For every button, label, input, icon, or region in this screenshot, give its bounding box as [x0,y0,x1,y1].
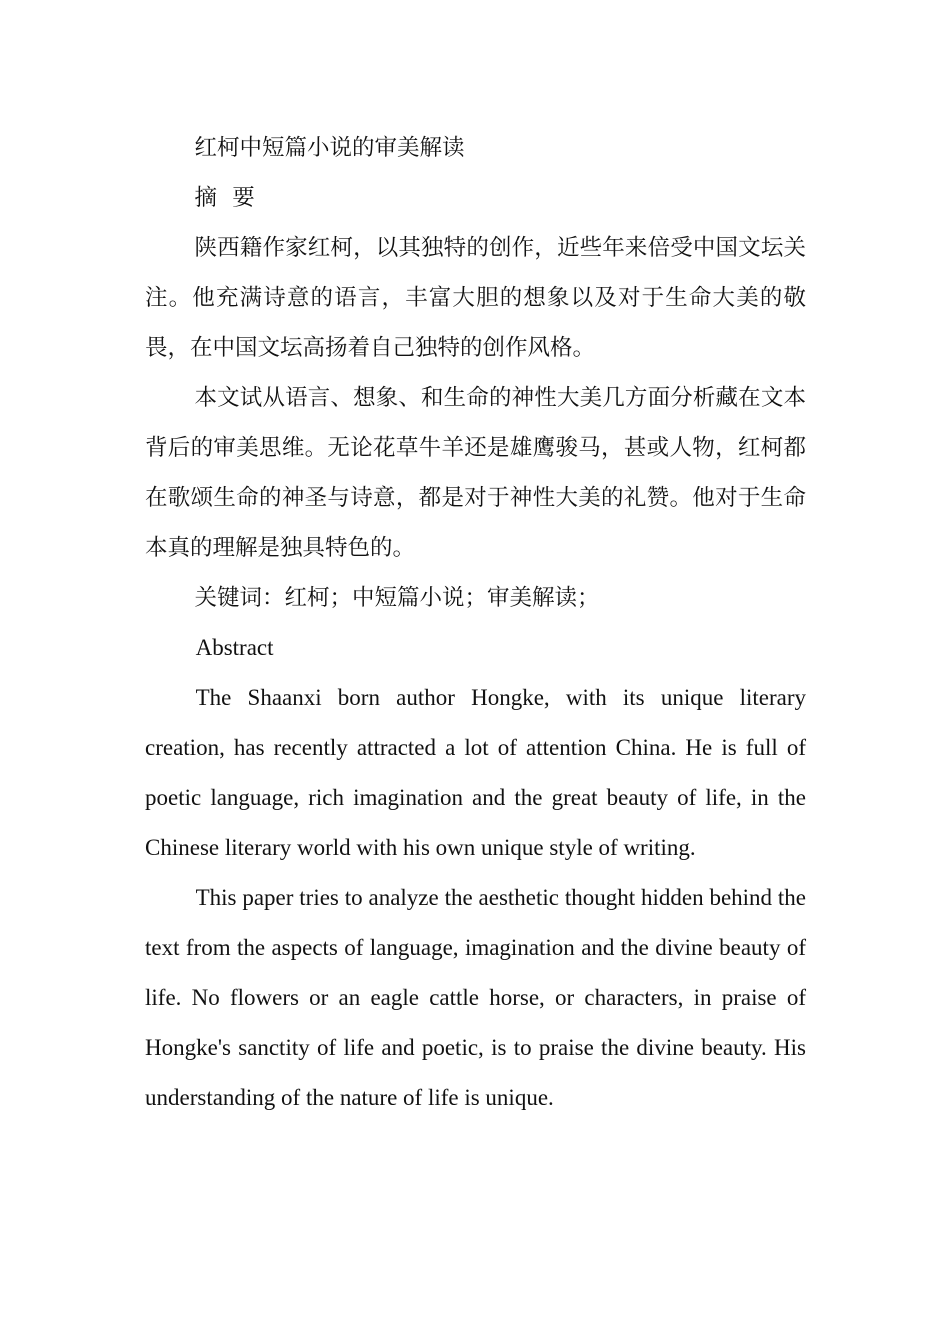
abstract-cn-paragraph-2: 本文试从语言、想象、和生命的神性大美几方面分析藏在文本背后的审美思维。无论花草牛羊还是雄鹰骏马，甚或人物，红柯都在歌颂生命的神圣与诗意，都是对于神性大美的礼赞。他对于生命本真的理解是独具特色的。 [145,385,806,561]
keywords-cn: 关键词：红柯；中短篇小说；审美解读； [194,585,600,611]
abstract-cn-paragraph-1: 陕西籍作家红柯，以其独特的创作，近些年来倍受中国文坛关注。他充满诗意的语言，丰富大胆的想象以及对于生命大美的敬畏，在中国文坛高扬着自己独特的创作风格。 [145,235,806,361]
abstract-heading-cn: 摘 要 [194,185,259,211]
paper-title: 红柯中短篇小说的审美解读 [194,135,465,161]
abstract-en-paragraph-2: This paper tries to analyze the aesthetic thought hidden behind the text from the aspects of language, imagination and the divine beauty of life. No flowers or an eagle cattle horse, or characters, in praise of Hongke's sanctity of life and poetic, is to praise the divine beauty. His understanding of the nature of life is unique. [145,885,806,1110]
document-page [145,123,806,1123]
abstract-en-paragraph-1: The Shaanxi born author Hongke, with its unique literary creation, has recently attracted a lot of attention China. He is full of poetic language, rich imagination and the great beauty of life, in the Chinese literary world with his own unique style of writing. [145,685,806,860]
abstract-heading-en: Abstract [195,635,274,660]
